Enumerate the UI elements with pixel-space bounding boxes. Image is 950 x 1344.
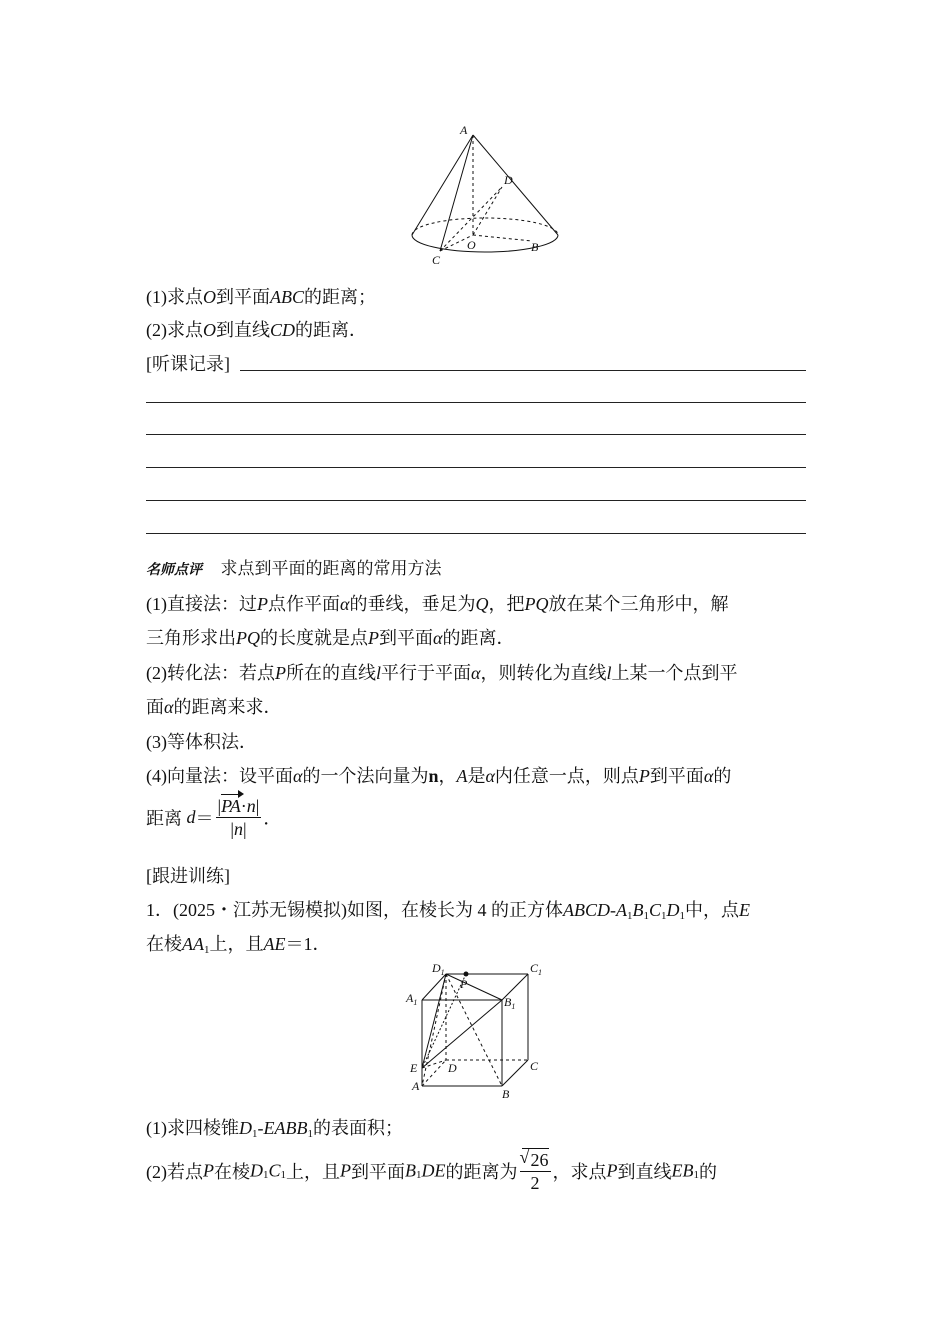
problem1-line2: 在棱$AA_1$上，且AE＝1． bbox=[146, 934, 331, 956]
method1-line2: 三角形求出PQ的长度就是点P到平面α的距离． bbox=[146, 628, 515, 648]
label-d: D bbox=[448, 1061, 457, 1075]
segment-d1b1 bbox=[446, 974, 502, 1000]
notes-line-3[interactable] bbox=[146, 434, 806, 435]
point-p bbox=[464, 972, 469, 977]
segment-ac bbox=[440, 135, 473, 251]
edge-bc bbox=[502, 1060, 528, 1086]
notes-line-6[interactable] bbox=[146, 533, 806, 534]
cube-figure bbox=[398, 962, 558, 1100]
method2-line1: (2)转化法：若点P所在的直线l平行于平面α，则转化为直线l上某一个点到平 bbox=[146, 663, 738, 683]
label-c: C bbox=[432, 253, 441, 267]
method1-line1: (1)直接法：过P点作平面α的垂线，垂足为Q，把PQ放在某个三角形中，解 bbox=[146, 594, 729, 614]
label-o: O bbox=[467, 238, 476, 252]
review-title: 求点到平面的距离的常用方法 bbox=[220, 559, 442, 579]
method3: (3)等体积法． bbox=[146, 732, 257, 752]
label-d: D bbox=[504, 173, 513, 187]
label-b: B bbox=[531, 240, 539, 254]
followup-label: [跟进训练] bbox=[146, 866, 230, 886]
segment-eb1 bbox=[422, 1000, 502, 1068]
cone-base-back bbox=[412, 218, 558, 235]
label-d1: $D_1$ bbox=[432, 962, 445, 977]
part2-question: (2)求点O到直线CD的距离． bbox=[146, 320, 368, 340]
cone-edge-left bbox=[412, 135, 473, 235]
method4-line2: 距离 d＝ $\frac{|PA\cdot n|}{|n|}$ ． bbox=[146, 796, 282, 839]
cone-figure bbox=[400, 118, 560, 270]
problem1-line1: 1．(2025・江苏无锡模拟)如图，在棱长为 4 的正方体ABCD-$A_1B_1C_1D_1$中，点E bbox=[146, 900, 750, 922]
question1: (1)求四棱锥$D_1-EABB_1$的表面积； bbox=[146, 1118, 403, 1140]
method2-line2: 面α的距离来求． bbox=[146, 697, 282, 717]
notes-line-4[interactable] bbox=[146, 467, 806, 468]
review-heading bbox=[146, 554, 442, 579]
notes-line-5[interactable] bbox=[146, 500, 806, 501]
distance-formula: $\frac{|PA\cdot n|}{|n|}$ bbox=[217, 796, 260, 839]
segment-ob bbox=[473, 235, 532, 241]
part1-question: (1)求点O到平面ABC的距离； bbox=[146, 287, 376, 307]
distance-value: √ $\frac{26}{2}$ bbox=[520, 1148, 551, 1194]
label-c1: $C_1$ bbox=[530, 962, 543, 977]
notes-label: [听课记录] bbox=[146, 354, 230, 374]
segment-d1a bbox=[422, 974, 446, 1086]
cone-base-back-dashed bbox=[412, 218, 558, 235]
label-a1: $A_1$ bbox=[406, 991, 418, 1007]
label-a: A bbox=[460, 123, 468, 137]
label-a: A bbox=[412, 1079, 420, 1093]
label-e: E bbox=[410, 1061, 418, 1075]
segment-d1e bbox=[422, 974, 446, 1068]
notes-line-1[interactable] bbox=[240, 370, 806, 371]
method4-line1: (4)向量法：设平面α的一个法向量为n，A是α内任意一点，则点P到平面α的 bbox=[146, 766, 732, 786]
review-badge: 名师点评 bbox=[146, 562, 202, 578]
label-b: B bbox=[502, 1087, 510, 1100]
label-c: C bbox=[530, 1059, 539, 1073]
question2: (2)若点P在棱$D_1C_1$上，且P到平面$B_1DE$的距离为 √ $\frac{26}{2}$ ，求点P到直线$EB_1$的 bbox=[146, 1148, 717, 1194]
label-b1: $B_1$ bbox=[504, 995, 516, 1011]
segment-od bbox=[473, 187, 502, 235]
label-p: P bbox=[460, 977, 468, 991]
notes-line-2[interactable] bbox=[146, 402, 806, 403]
